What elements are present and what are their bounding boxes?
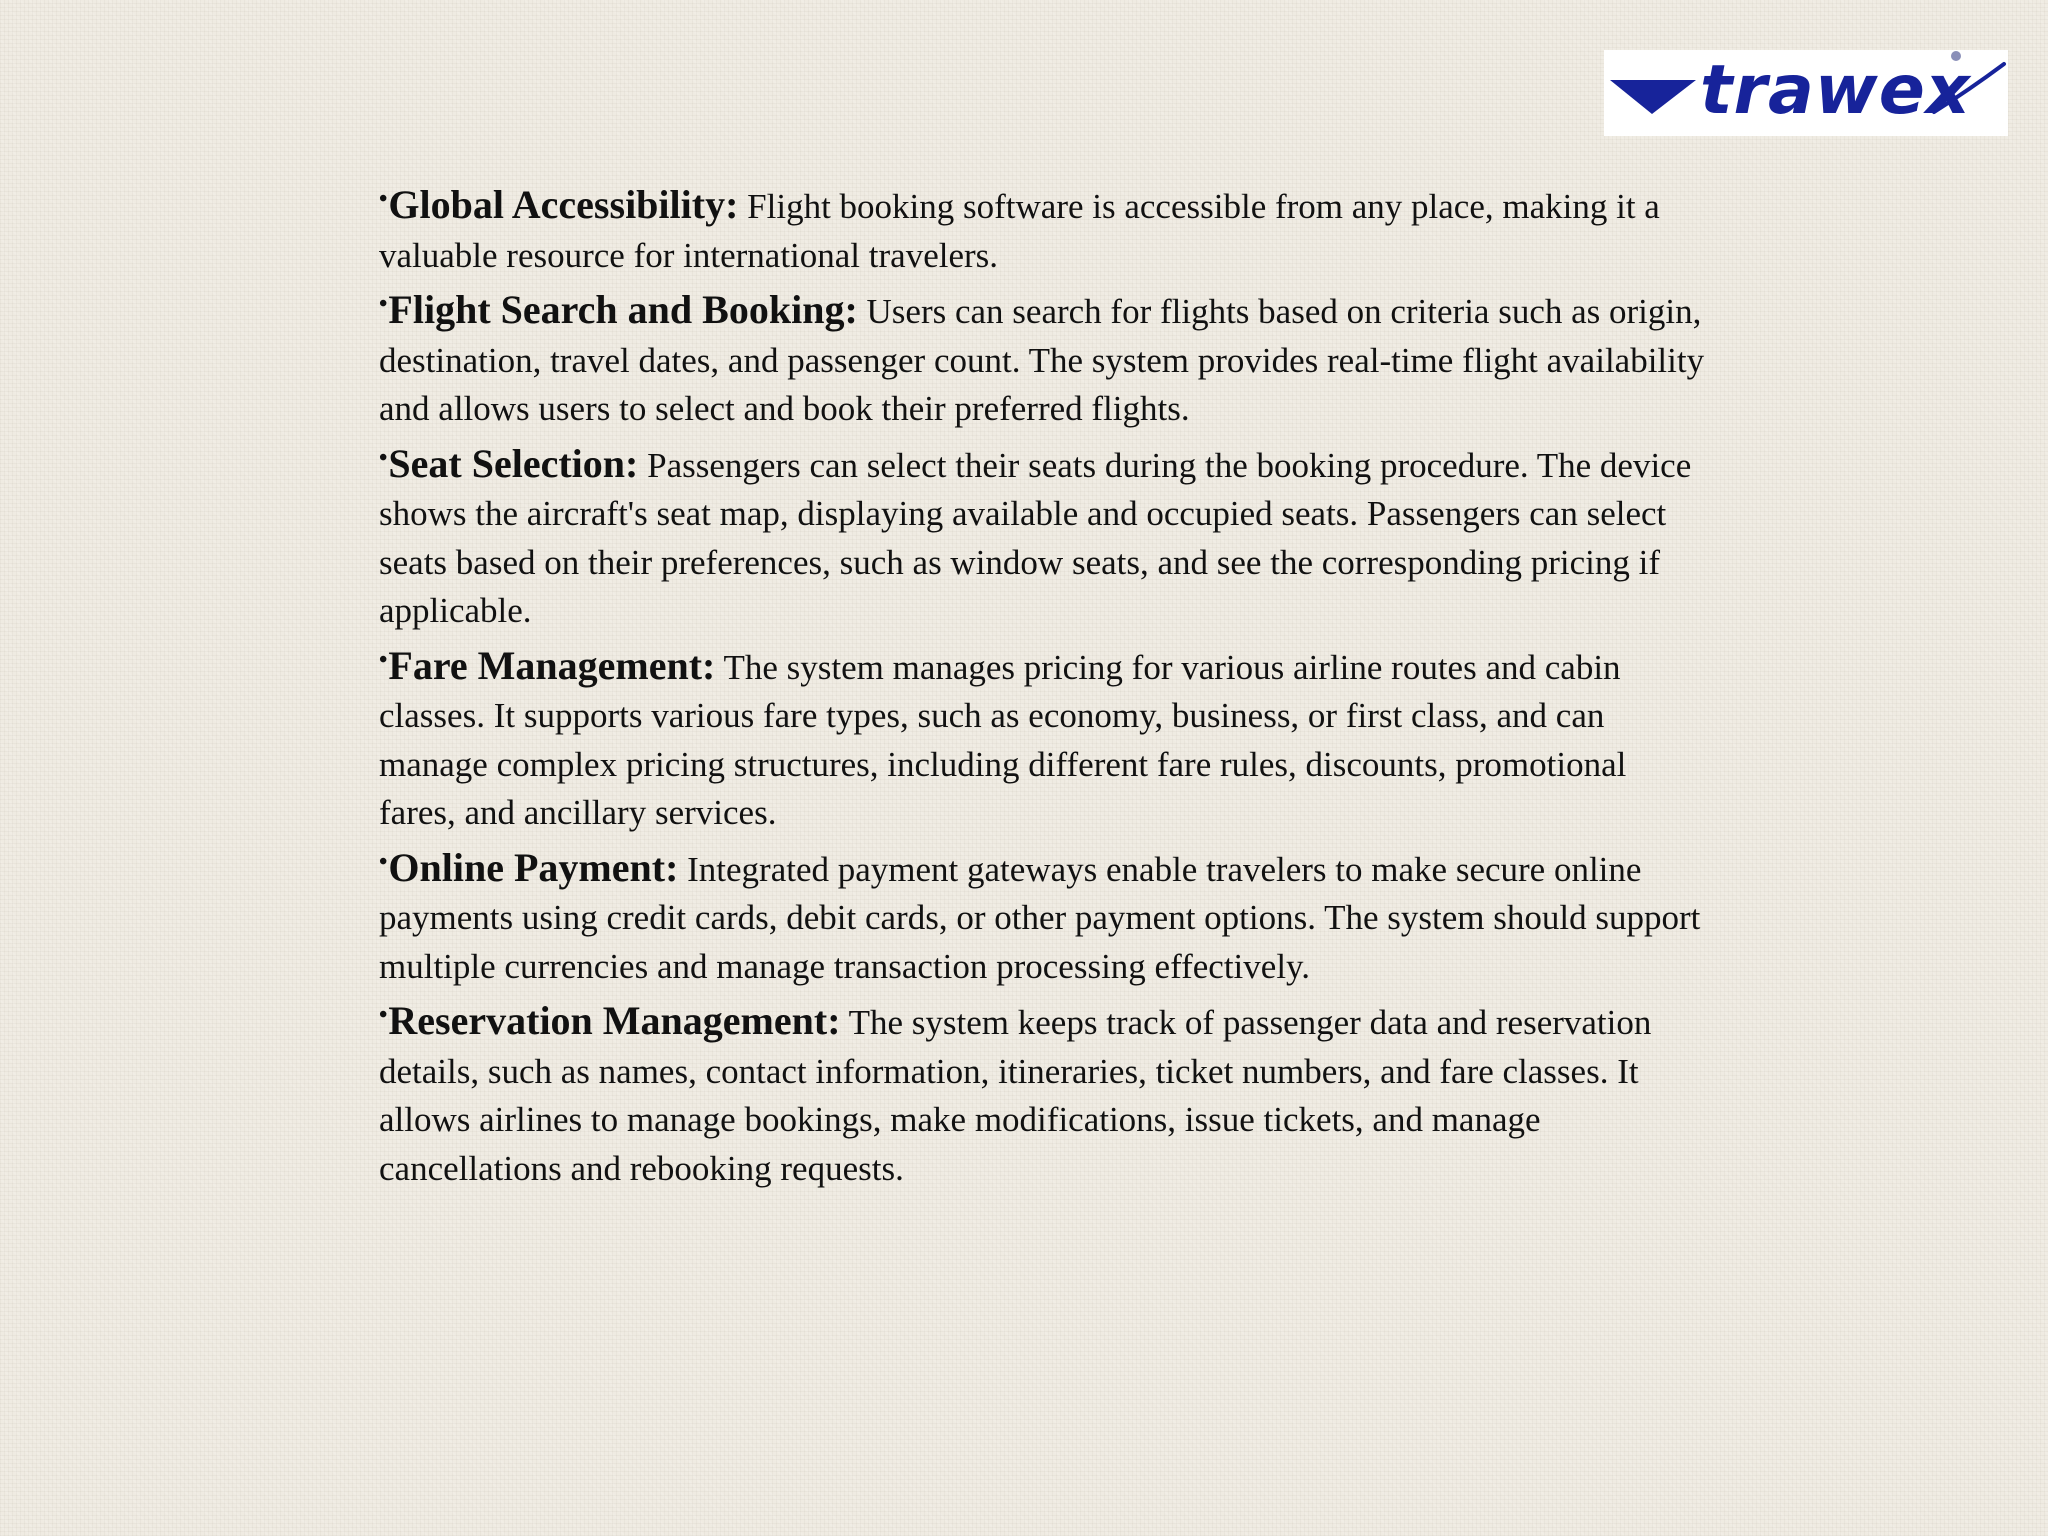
- feature-description: Users can search for flights based on criteria such as origin, destination, travel dates, and passenger count. The system provides real-time flight availability and allows users to select and book their preferred flights.: [379, 292, 1705, 428]
- feature-item-fare-management: [379, 636, 1709, 838]
- bullet-icon: •: [379, 291, 388, 317]
- feature-term: Fare Management:: [388, 642, 716, 688]
- feature-term: Global Accessibility:: [388, 182, 739, 227]
- feature-list: [379, 175, 1709, 1193]
- feature-term: Seat Selection:: [388, 440, 639, 486]
- feature-item-reservation-management: [379, 991, 1709, 1193]
- trawex-logo: [1604, 50, 2008, 136]
- feature-description: Flight booking software is accessible from any place, making it a valuable resource for international travelers.: [379, 187, 1660, 275]
- feature-description: Integrated payment gateways enable travelers to make secure online payments using credit cards, debit cards, or other payment options. The system should support multiple currencies and manage transaction processing effectively.: [379, 849, 1701, 986]
- feature-description: The system keeps track of passenger data and reservation details, such as names, contact information, itineraries, ticket numbers, and fare classes. It allows airlines to manage bookings, make modifications, issue tickets, and manage cancellations and rebooking requests.: [379, 1003, 1652, 1188]
- feature-term: Flight Search and Booking:: [388, 287, 858, 332]
- feature-item-seat-selection: [379, 434, 1709, 636]
- bullet-icon: •: [379, 444, 388, 471]
- bullet-icon: •: [379, 848, 388, 875]
- feature-item-global-accessibility: [379, 175, 1709, 280]
- feature-item-flight-search: [379, 280, 1709, 434]
- feature-description: Passengers can select their seats during the booking procedure. The device shows the aircraft's seat map, displaying available and occupied seats. Passengers can select seats based on their preferences, such as window seats, and see the corresponding pricing if applicable.: [379, 445, 1692, 630]
- bullet-icon: •: [379, 646, 388, 673]
- feature-description: The system manages pricing for various airline routes and cabin classes. It supports various fare types, such as economy, business, or first class, and can manage complex pricing structures, including different fare rules, discounts, promotional fares, and ancillary services.: [379, 647, 1627, 832]
- feature-term: Online Payment:: [388, 844, 679, 890]
- bullet-icon: •: [379, 1002, 388, 1028]
- feature-item-online-payment: [379, 838, 1709, 992]
- bullet-icon: •: [379, 186, 388, 212]
- logo-wordmark: trawex: [1700, 51, 1971, 130]
- feature-term: Reservation Management:: [388, 998, 841, 1043]
